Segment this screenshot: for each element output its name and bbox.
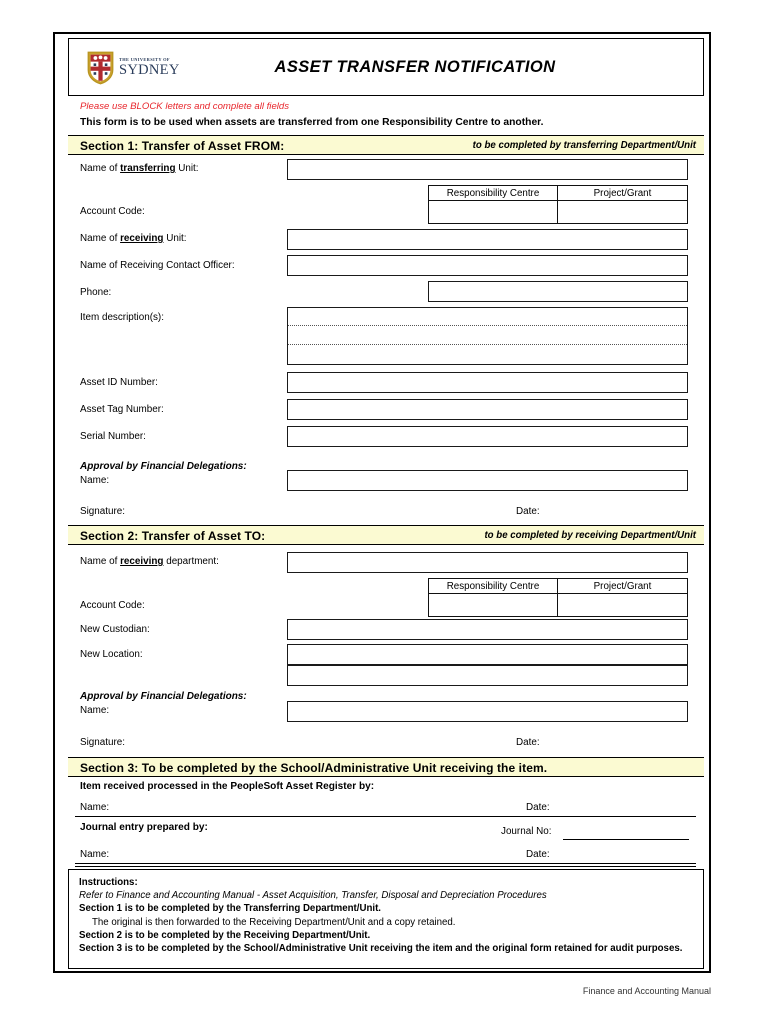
- label-receiving-department: Name of receiving department:: [80, 556, 219, 567]
- block-letters-note: Please use BLOCK letters and complete all fields: [80, 101, 290, 112]
- input-receiving-department[interactable]: [287, 552, 688, 573]
- section-1-note: to be completed by transferring Department/Unit: [472, 140, 696, 151]
- instructions-box: [68, 869, 704, 969]
- input-journal-no[interactable]: [563, 839, 689, 840]
- input-phone[interactable]: [428, 281, 688, 302]
- account-table-header-row: [429, 186, 687, 201]
- header-responsibility-centre: Responsibility Centre: [429, 579, 558, 593]
- divider-s3-row2-second: [75, 866, 696, 867]
- logo-line-1: THE UNIVERSITY OF: [119, 57, 170, 63]
- label-approval-heading-s1: Approval by Financial Delegations:: [80, 461, 247, 472]
- input-item-descriptions[interactable]: [287, 307, 688, 365]
- label-account-code-s2: Account Code:: [80, 600, 145, 611]
- label-transferring-unit: Name of transferring Unit:: [80, 163, 199, 174]
- form-header: [68, 38, 704, 96]
- section-2-note: to be completed by receiving Department/Unit: [484, 530, 696, 541]
- label-signature-s2: Signature:: [80, 737, 126, 748]
- section-2-title: Section 2: Transfer of Asset TO:: [80, 529, 266, 543]
- input-serial-number[interactable]: [287, 426, 688, 447]
- form-purpose-note: This form is to be used when assets are transferred from one Responsibility Centre to another.: [80, 117, 544, 128]
- instructions-reference: Refer to Finance and Accounting Manual - Asset Acquisition, Transfer, Disposal and Depreciation Procedures: [79, 890, 547, 902]
- label-serial-number: Serial Number:: [80, 431, 146, 442]
- instructions-heading: Instructions:: [79, 877, 138, 888]
- label-receiving-contact-officer: Name of Receiving Contact Officer:: [80, 260, 235, 271]
- input-approval-name-s2[interactable]: [287, 701, 688, 722]
- input-new-custodian[interactable]: [287, 619, 688, 640]
- section-2-account-code-table: [428, 578, 688, 617]
- header-project-grant: Project/Grant: [558, 579, 687, 593]
- label-date-s3-row1: Date:: [526, 802, 550, 813]
- label-name-s3-row2: Name:: [80, 849, 110, 860]
- section-1-header: [68, 135, 704, 155]
- instructions-section-1: Section 1 is to be completed by the Transferring Department/Unit.: [79, 903, 381, 915]
- input-asset-id-number[interactable]: [287, 372, 688, 393]
- instructions-section-2: Section 2 is to be completed by the Receiving Department/Unit.: [79, 929, 371, 941]
- label-journal-entry-prepared-by: Journal entry prepared by:: [80, 822, 208, 833]
- label-new-location: New Location:: [80, 649, 143, 660]
- section-3-subheading: Item received processed in the PeopleSoft Asset Register by:: [80, 781, 375, 792]
- header-responsibility-centre: Responsibility Centre: [429, 186, 558, 200]
- section-1-account-code-table: [428, 185, 688, 224]
- input-new-location-line-2[interactable]: [287, 665, 688, 686]
- footer-note: Finance and Accounting Manual: [582, 986, 711, 996]
- label-phone: Phone:: [80, 287, 112, 298]
- account-table-header-row: [429, 579, 687, 594]
- section-3-header: [68, 757, 704, 777]
- instructions-section-1-sub: The original is then forwarded to the Receiving Department/Unit and a copy retained.: [92, 916, 456, 928]
- section-1-title: Section 1: Transfer of Asset FROM:: [80, 139, 285, 153]
- input-transferring-unit[interactable]: [287, 159, 688, 180]
- instructions-section-3: Section 3 is to be completed by the School/Administrative Unit receiving the item and the original form retained for audit purposes.: [79, 943, 683, 955]
- label-account-code-s1: Account Code:: [80, 206, 145, 217]
- input-asset-tag-number[interactable]: [287, 399, 688, 420]
- label-signature-s1: Signature:: [80, 506, 126, 517]
- label-name-s3-row1: Name:: [80, 802, 110, 813]
- label-date-s1: Date:: [516, 506, 540, 517]
- input-project-grant[interactable]: [558, 201, 687, 223]
- input-approval-name-s1[interactable]: [287, 470, 688, 491]
- label-asset-tag-number: Asset Tag Number:: [80, 404, 164, 415]
- divider-s3-row2: [75, 863, 696, 864]
- account-table-value-row: [429, 594, 687, 616]
- label-approval-name-s1: Name:: [80, 475, 110, 486]
- label-journal-no: Journal No:: [501, 826, 552, 837]
- label-date-s3-row2: Date:: [526, 849, 550, 860]
- label-new-custodian: New Custodian:: [80, 624, 150, 635]
- label-item-descriptions: Item description(s):: [80, 312, 164, 323]
- label-approval-name-s2: Name:: [80, 705, 110, 716]
- input-new-location-line-1[interactable]: [287, 644, 688, 665]
- label-receiving-unit: Name of receiving Unit:: [80, 233, 187, 244]
- item-description-line-1[interactable]: [288, 308, 687, 326]
- item-description-line-2[interactable]: [288, 326, 687, 344]
- header-project-grant: Project/Grant: [558, 186, 687, 200]
- label-approval-heading-s2: Approval by Financial Delegations:: [80, 691, 247, 702]
- section-3-title: Section 3: To be completed by the School/Administrative Unit receiving the item.: [80, 761, 548, 775]
- input-project-grant[interactable]: [558, 594, 687, 616]
- input-responsibility-centre[interactable]: [429, 201, 558, 223]
- item-description-line-3[interactable]: [288, 345, 687, 363]
- input-receiving-unit[interactable]: [287, 229, 688, 250]
- input-receiving-contact-officer[interactable]: [287, 255, 688, 276]
- label-asset-id-number: Asset ID Number:: [80, 377, 158, 388]
- input-responsibility-centre[interactable]: [429, 594, 558, 616]
- page-title: ASSET TRANSFER NOTIFICATION: [274, 58, 556, 76]
- divider-s3-row1: [75, 816, 696, 817]
- account-table-value-row: [429, 201, 687, 223]
- section-2-header: [68, 525, 704, 545]
- label-date-s2: Date:: [516, 737, 540, 748]
- logo-line-2: SYDNEY: [119, 62, 180, 79]
